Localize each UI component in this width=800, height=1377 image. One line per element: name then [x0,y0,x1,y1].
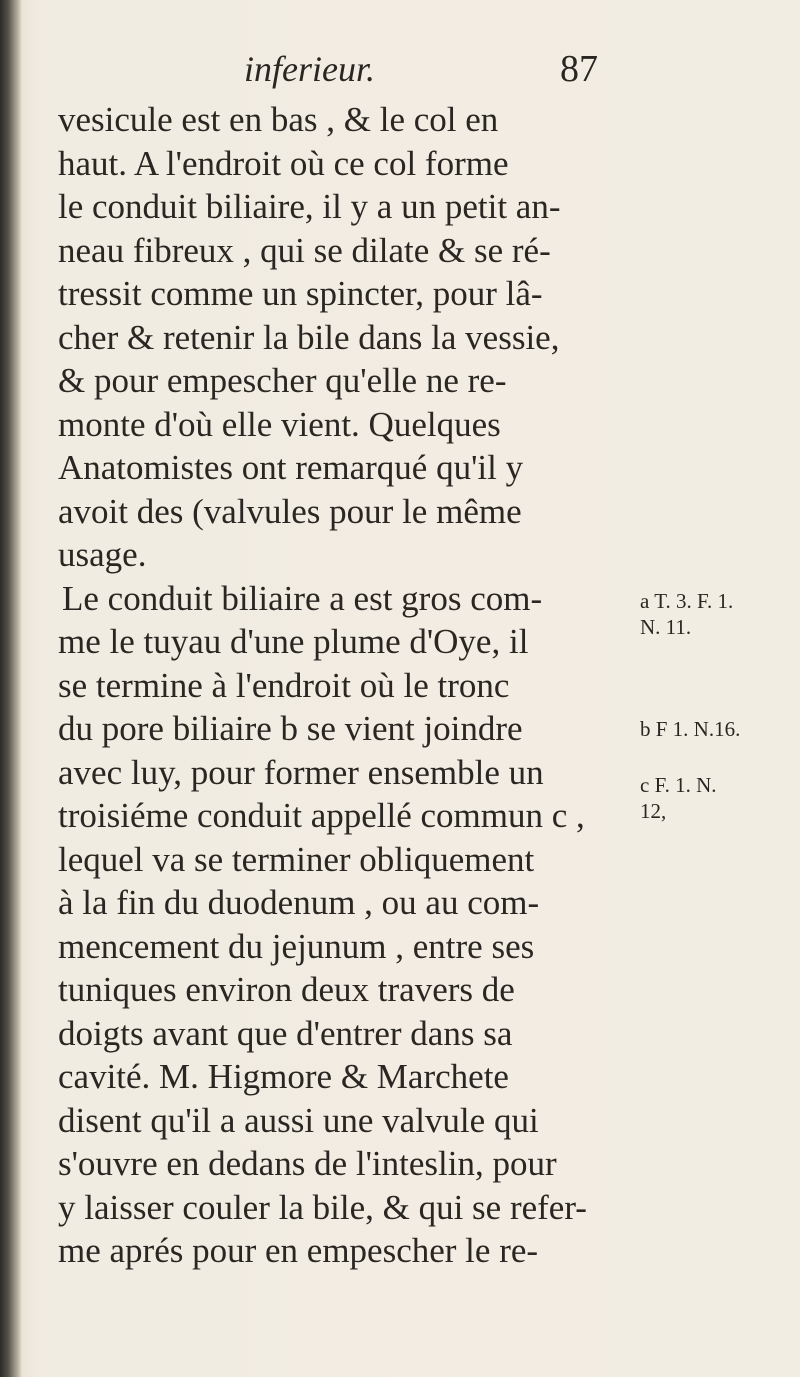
text-line: le conduit biliaire, il y a un petit an- [58,187,561,226]
margin-note: N. 11. [640,615,692,639]
page-header [0,44,800,94]
book-gutter [0,0,22,1377]
text-line: à la fin du duodenum , ou au com- [58,883,540,922]
text-line: Anatomistes ont remarqué qu'il y [58,448,524,487]
page-number: 87 [560,48,598,90]
text-line: s'ouvre en dedans de l'inteslin, pour [58,1144,557,1183]
text-line: doigts avant que d'entrer dans sa [58,1013,513,1053]
text-line: Le conduit biliaire a est gros com- [62,578,543,618]
text-line: cavité. M. Higmore & Marchete [58,1057,509,1096]
text-line: me le tuyau d'une plume d'Oye, il [58,622,529,661]
margin-note: b F 1. N.16. [640,717,741,741]
text-line: monte d'où elle vient. Quelques [58,404,501,444]
margin-note: a T. 3. F. 1. [640,589,734,613]
margin-note: c F. 1. N. [640,773,717,797]
text-line: troisiéme conduit appellé commun c , [58,796,585,835]
text-line: cher & retenir la bile dans la vessie, [58,317,560,357]
text-line: me aprés pour en empescher le re- [58,1231,539,1270]
text-line: tressit comme un spincter, pour lâ- [58,274,543,313]
text-line: mencement du jejunum , entre ses [58,926,535,966]
text-line: y laisser couler la bile, & qui se refer- [58,1187,587,1227]
text-line: tuniques environ deux travers de [58,970,515,1009]
text-line: avoit des (valvules pour le même [58,491,522,531]
margin-note: 12, [640,799,667,823]
text-line: avec luy, pour former ensemble un [58,752,544,792]
text-line: se termine à l'endroit où le tronc [58,665,510,705]
text-line: usage. [58,535,147,574]
text-line: neau fibreux , qui se dilate & se ré- [58,230,551,270]
running-head: inferieur. [244,49,375,89]
body-text [58,98,628,1273]
text-line: & pour empescher qu'elle ne re- [58,361,507,400]
text-line: du pore biliaire b se vient joindre [58,709,523,748]
text-line: vesicule est en bas , & le col en [58,100,499,139]
text-line: lequel va se terminer obliquement [58,839,535,879]
text-line: haut. A l'endroit où ce col forme [58,143,509,183]
text-line: disent qu'il a aussi une valvule qui [58,1100,539,1140]
